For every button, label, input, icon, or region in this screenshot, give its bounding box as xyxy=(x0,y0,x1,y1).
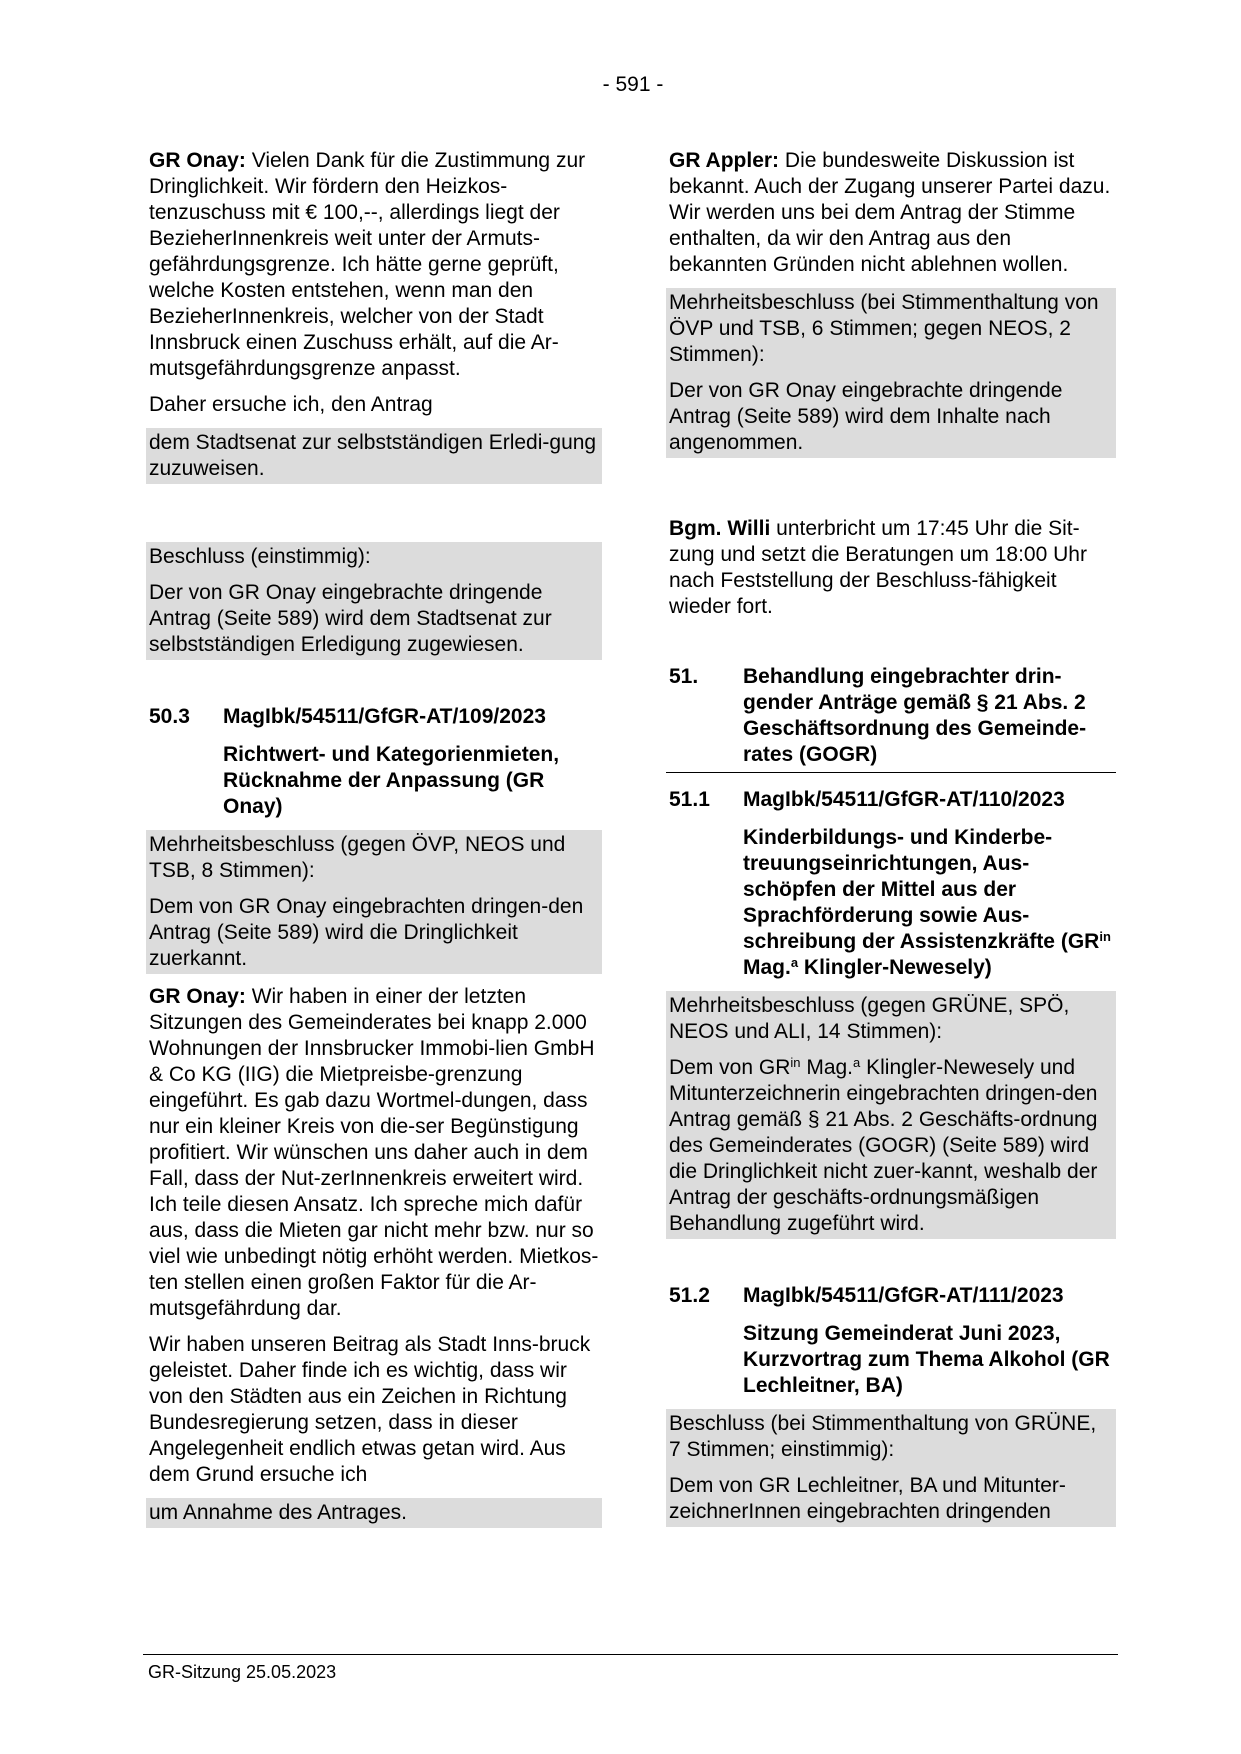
footer-rule xyxy=(143,1654,1118,1655)
section-heading xyxy=(669,664,1113,768)
spacer xyxy=(146,670,602,704)
resolution-box xyxy=(146,542,602,660)
superscript: in xyxy=(790,1055,801,1070)
section-number: 50.3 xyxy=(149,705,190,728)
resolution-head: Mehrheitsbeschluss (bei Stimmenthaltung von ÖVP und TSB, 6 Stimmen; gegen NEOS, 2 Stimmen): xyxy=(666,288,1116,376)
spacer xyxy=(666,630,1116,664)
speaker-name: GR Onay: xyxy=(149,149,246,172)
resolution-head: Mehrheitsbeschluss (gegen GRÜNE, SPÖ, NEOS und ALI, 14 Stimmen): xyxy=(666,991,1116,1053)
section-code: MagIbk/54511/GfGR-AT/110/2023 xyxy=(743,788,1065,811)
paragraph-appler xyxy=(666,148,1116,278)
resolution-box xyxy=(666,288,1116,458)
section-code: MagIbk/54511/GfGR-AT/109/2023 xyxy=(223,705,546,728)
resolution-head: Beschluss (einstimmig): xyxy=(146,542,602,578)
resolution-body: Der von GR Onay eingebrachte dringende Antrag (Seite 589) wird dem Inhalte nach angenommen. xyxy=(666,376,1116,458)
section-number: 51. xyxy=(669,665,699,688)
superscript: a xyxy=(790,955,799,970)
section-title: Richtwert- und Kategorienmieten, Rücknahme der Anpassung (GR Onay) xyxy=(223,743,560,818)
resolution-body: Dem von GR Lechleitner, BA und Mitunter-zeichnerInnen eingebrachten dringenden xyxy=(666,1471,1116,1527)
paragraph-text: Die bundesweite Diskussion ist bekannt. Auch der Zugang unserer Partei dazu. Wir werden uns bei dem Antrag der Stimme enthalten, da wir den Antrag aus den bekannten Gründen nicht ablehnen wollen. xyxy=(669,149,1111,276)
title-part: Klingler-Newesely) xyxy=(798,956,992,979)
paragraph-text: Wir haben in einer der letzten Sitzungen des Gemeinderates bei knapp 2.000 Wohnungen der Innsbrucker Immobi-lien GmbH & Co KG (IIG) die Mietpreisbe-grenzung eingeführt. Es gab dazu Wortmel-dungen, dass nur ein kleiner Kreis von die-ser Begünstigung profitiert. Wir wünschen uns daher auch in dem Fall, dass der Nut-zerInnenkreis erweitert wird. Ich teile diesen Ansatz. Ich spreche mich dafür aus, dass die Mieten gar nicht mehr bzw. nur so viel wie unbedingt nötig erhöht werden. Mietkos-ten stellen einen großen Faktor für die Ar-mutsgefährdung dar. xyxy=(149,985,599,1320)
resolution-box xyxy=(666,1409,1116,1527)
spacer xyxy=(146,494,602,542)
motion-text: um Annahme des Antrages. xyxy=(146,1498,602,1528)
motion-box xyxy=(146,1498,602,1528)
paragraph-willi xyxy=(666,516,1116,620)
resolution-box xyxy=(146,830,602,974)
section-51-1 xyxy=(666,787,1116,981)
section-heading xyxy=(669,787,1113,813)
paragraph-request: Daher ersuche ich, den Antrag xyxy=(149,393,433,416)
section-number: 51.1 xyxy=(669,788,710,811)
speaker-name: Bgm. Willi xyxy=(669,517,771,540)
speaker-name: GR Onay: xyxy=(149,985,246,1008)
motion-text: dem Stadtsenat zur selbstständigen Erledi-gung zuzuweisen. xyxy=(146,428,602,484)
paragraph-text: unterbricht um 17:45 Uhr die Sit-zung und setzt die Beratungen um 18:00 Uhr nach Feststellung der Beschluss-fähigkeit wieder fort. xyxy=(669,517,1087,618)
resolution-head: Beschluss (bei Stimmenthaltung von GRÜNE, 7 Stimmen; einstimmig): xyxy=(666,1409,1116,1471)
spacer xyxy=(666,468,1116,516)
resolution-body xyxy=(666,1053,1116,1239)
section-51-2 xyxy=(666,1283,1116,1399)
paragraph-contribution: Wir haben unseren Beitrag als Stadt Inns-bruck geleistet. Daher finde ich es wichtig, dass wir von den Städten aus ein Zeichen in Richtung Bundesregierung setzen, dass in dieser Angelegenheit endlich etwas getan wird. Aus dem Grund ersuche ich xyxy=(149,1333,591,1486)
section-number: 51.2 xyxy=(669,1284,710,1307)
section-title: Behandlung eingebrachter drin-gender Anträge gemäß § 21 Abs. 2 Geschäftsordnung des Gemeinde-rates (GOGR) xyxy=(743,665,1087,766)
title-part: Kinderbildungs- und Kinderbe-treuungseinrichtungen, Aus-schöpfen der Mittel aus der Sprachförderung sowie Aus-schreibung der Assistenzkräfte (GR xyxy=(743,826,1100,953)
resolution-head: Mehrheitsbeschluss (gegen ÖVP, NEOS und TSB, 8 Stimmen): xyxy=(146,830,602,892)
section-51 xyxy=(666,664,1116,773)
resolution-body: Dem von GR Onay eingebrachten dringen-den Antrag (Seite 589) wird die Dringlichkeit zuerkannt. xyxy=(146,892,602,974)
section-title: Sitzung Gemeinderat Juni 2023, Kurzvortrag zum Thema Alkohol (GR Lechleitner, BA) xyxy=(743,1322,1110,1397)
motion-box xyxy=(146,428,602,484)
right-column xyxy=(666,148,1116,1537)
spacer xyxy=(666,1249,1116,1283)
section-50-3 xyxy=(146,704,602,820)
superscript: a xyxy=(853,1055,861,1070)
superscript: in xyxy=(1099,929,1111,944)
speaker-name: GR Appler: xyxy=(669,149,780,172)
title-part: Mag. xyxy=(743,956,791,979)
text-part: Mag. xyxy=(800,1056,854,1079)
footer-session-date: GR-Sitzung 25.05.2023 xyxy=(148,1662,337,1682)
section-code: MagIbk/54511/GfGR-AT/111/2023 xyxy=(743,1284,1064,1307)
resolution-box xyxy=(666,991,1116,1239)
text-part: Klingler-Newesely und Mitunterzeichnerin eingebrachten dringen-den Antrag gemäß § 21 Abs. 2 Geschäfts-ordnung des Gemeinderates (GOGR) (Seite 589) wird die Dringlichkeit nicht zuer-kannt, weshalb der Antrag der geschäfts-ordnungsmäßigen Behandlung zugeführt wird. xyxy=(669,1056,1098,1235)
resolution-body: Der von GR Onay eingebrachte dringende Antrag (Seite 589) wird dem Stadtsenat zur selbstständigen Erledigung zugewiesen. xyxy=(146,578,602,660)
paragraph-onay-2 xyxy=(146,984,602,1322)
section-title xyxy=(743,825,1113,981)
text-part: Dem von GR xyxy=(669,1056,791,1079)
section-heading xyxy=(149,704,599,730)
paragraph-onay-1 xyxy=(146,148,602,382)
paragraph-text: Vielen Dank für die Zustimmung zur Dringlichkeit. Wir fördern den Heizkos-tenzuschuss mit € 100,--, allerdings liegt der BezieherInnenkreis weit unter der Armuts-gefährdungsgrenze. Ich hätte gerne geprüft, welche Kosten entstehen, wenn man den BezieherInnenkreis, welcher von der Stadt Innsbruck einen Zuschuss erhält, auf die Ar-mutsgefährdungsgrenze anpasst. xyxy=(149,149,586,380)
page-number: - 591 - xyxy=(602,73,664,96)
left-column xyxy=(146,148,602,1538)
section-heading xyxy=(669,1283,1113,1309)
